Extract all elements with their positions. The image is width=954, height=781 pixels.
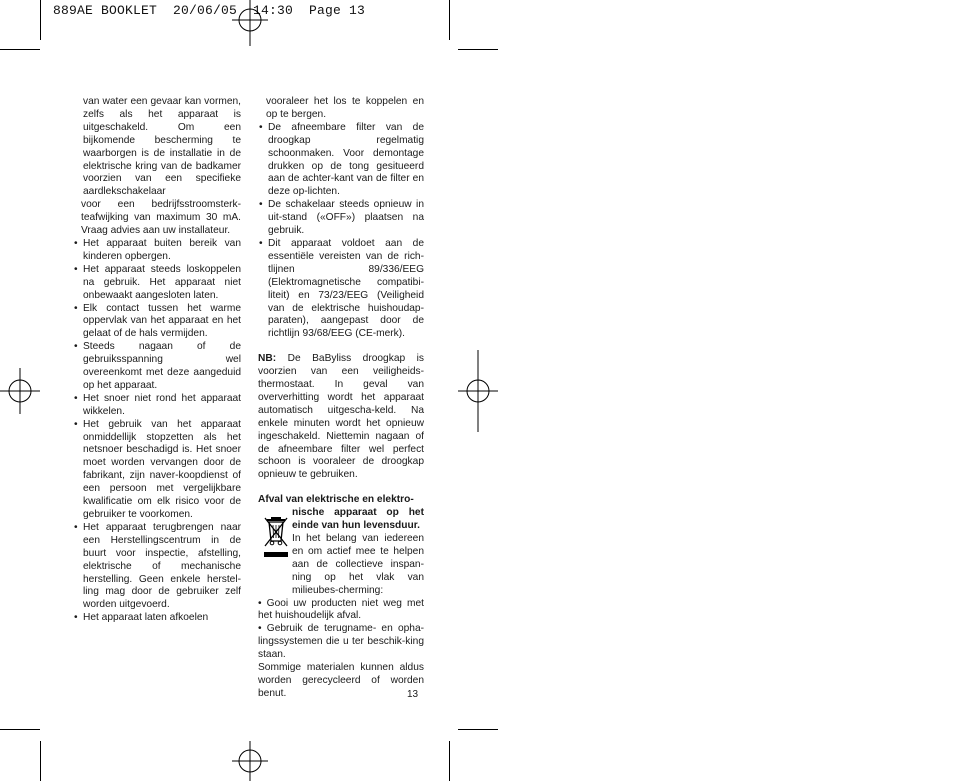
weee-bullet: • Gebruik de terugname- en opha-lingssystemen die u ter beschik-king staan. — [258, 623, 424, 661]
registration-mark-right-icon — [458, 350, 500, 432]
nb-label: NB: — [258, 353, 277, 365]
care-bullet: • De afneembare filter van de droogkap regelmatig schoonmaken. Voor demontage drukken op de tong gesitueerd aan de achter-kant van de filter en deze op-lichten. — [258, 122, 424, 199]
print-slug-header: 889AE BOOKLET 20/06/05 14:30 Page 13 — [53, 3, 366, 18]
registration-mark-top-icon — [230, 0, 270, 46]
crop-mark-bottom-right-v — [449, 741, 450, 781]
nb-text: De BaByliss droogkap is voorzien van een veiligheids-thermostaat. In geval van oververhitting wordt het apparaat automatisch uitgescha-keld. Na enkele minuten wordt het opnieuw ingeschakeld. Niettemin nagaan of de afneembare filter wel perfect schoon is vooraleer de droogkap opnieuw te gebruiken. — [258, 353, 424, 481]
closing-paragraph: Sommige materialen kunnen aldus worden gerecycleerd of worden benut. — [258, 662, 424, 699]
crop-mark-top-left-v — [40, 0, 41, 40]
safety-bullet: • Het apparaat buiten bereik van kinderen opbergen. — [73, 238, 241, 264]
text-column-left — [73, 96, 241, 625]
weee-text: In het belang van iedereen en om actief mee te helpen aan de collectieve inspan-ning op het vlak van milieubes-cherming: — [292, 533, 424, 596]
crossed-out-wheelie-bin-icon — [262, 514, 290, 560]
weee-heading-line2: nische apparaat op het einde van hun levensduur. — [292, 507, 424, 532]
intro-paragraph-continued: voor een bedrijfsstroomsterk-teafwijking van maximum 30 mA. Vraag advies aan uw installateur. — [81, 199, 241, 237]
care-bullet: • De schakelaar steeds opnieuw in uit-stand («OFF») plaatsen na gebruik. — [258, 199, 424, 238]
safety-bullet: • Het gebruik van het apparaat onmiddellijk stopzetten als het netsnoer beschadigd is. Het snoer moet worden vervangen door de fabrikant, zijn naver-koopdienst of een persoon met vergelijkbare kwalificatie om elk risico voor de gebruiker te voorkomen. — [73, 419, 241, 522]
continuation-paragraph: vooraleer het los te koppelen en op te bergen. — [266, 96, 424, 120]
text-column-right — [258, 96, 424, 701]
care-bullet: • Dit apparaat voldoet aan de essentiële vereisten van de rich-tlijnen 89/336/EEG (Elektromagnetische compatibi-liteit) en 73/23/EEG (Veiligheid van de elektrische huishoudap-paraten), aangepast door de richtlijn 93/68/EEG (CE-merk). — [258, 238, 424, 341]
registration-mark-bottom-icon — [230, 741, 270, 781]
crop-mark-bottom-right-h — [458, 729, 498, 730]
safety-bullet: • Het apparaat terugbrengen naar een Herstellingscentrum in de buurt voor inspectie, afstelling, elektrische of mechanische herstelling. Geen enkele herstel-ling mag door de gebruiker zelf worden uitgevoerd. — [73, 522, 241, 612]
crop-mark-top-right-h — [458, 49, 498, 50]
registration-mark-left-icon — [0, 368, 42, 414]
safety-bullet: • Het apparaat laten afkoelen — [73, 612, 241, 625]
weee-bullet: • Gooi uw producten niet weg met het huishoudelijk afval. — [258, 597, 424, 622]
safety-bullet: • Elk contact tussen het warme oppervlak van het apparaat en het gelaat of de hals vermijden. — [73, 303, 241, 342]
crop-mark-bottom-left-v — [40, 741, 41, 781]
safety-bullet: • Steeds nagaan of de gebruiksspanning wel overeenkomt met deze aangeduid op het apparaat. — [73, 341, 241, 393]
safety-bullet: • Het snoer niet rond het apparaat wikkelen. — [73, 393, 241, 419]
weee-heading-line1: Afval van elektrische en elektro- — [258, 494, 414, 506]
intro-paragraph: van water een gevaar kan vormen, zelfs als het apparaat is uitgeschakeld. Om een bijkomende bescherming te waarborgen is de installatie in de elektrische kring van de badkamer voorzien van een specifieke aardlekschakelaar — [83, 96, 241, 198]
nb-paragraph — [258, 353, 424, 482]
crop-mark-bottom-left-h — [0, 729, 40, 730]
weee-section — [258, 494, 424, 701]
crop-mark-top-left-h — [0, 49, 40, 50]
page-number: 13 — [407, 689, 419, 700]
safety-bullet: • Het apparaat steeds loskoppelen na gebruik. Het apparaat niet onbewaakt aangesloten laten. — [73, 264, 241, 303]
crop-mark-top-right-v — [449, 0, 450, 40]
